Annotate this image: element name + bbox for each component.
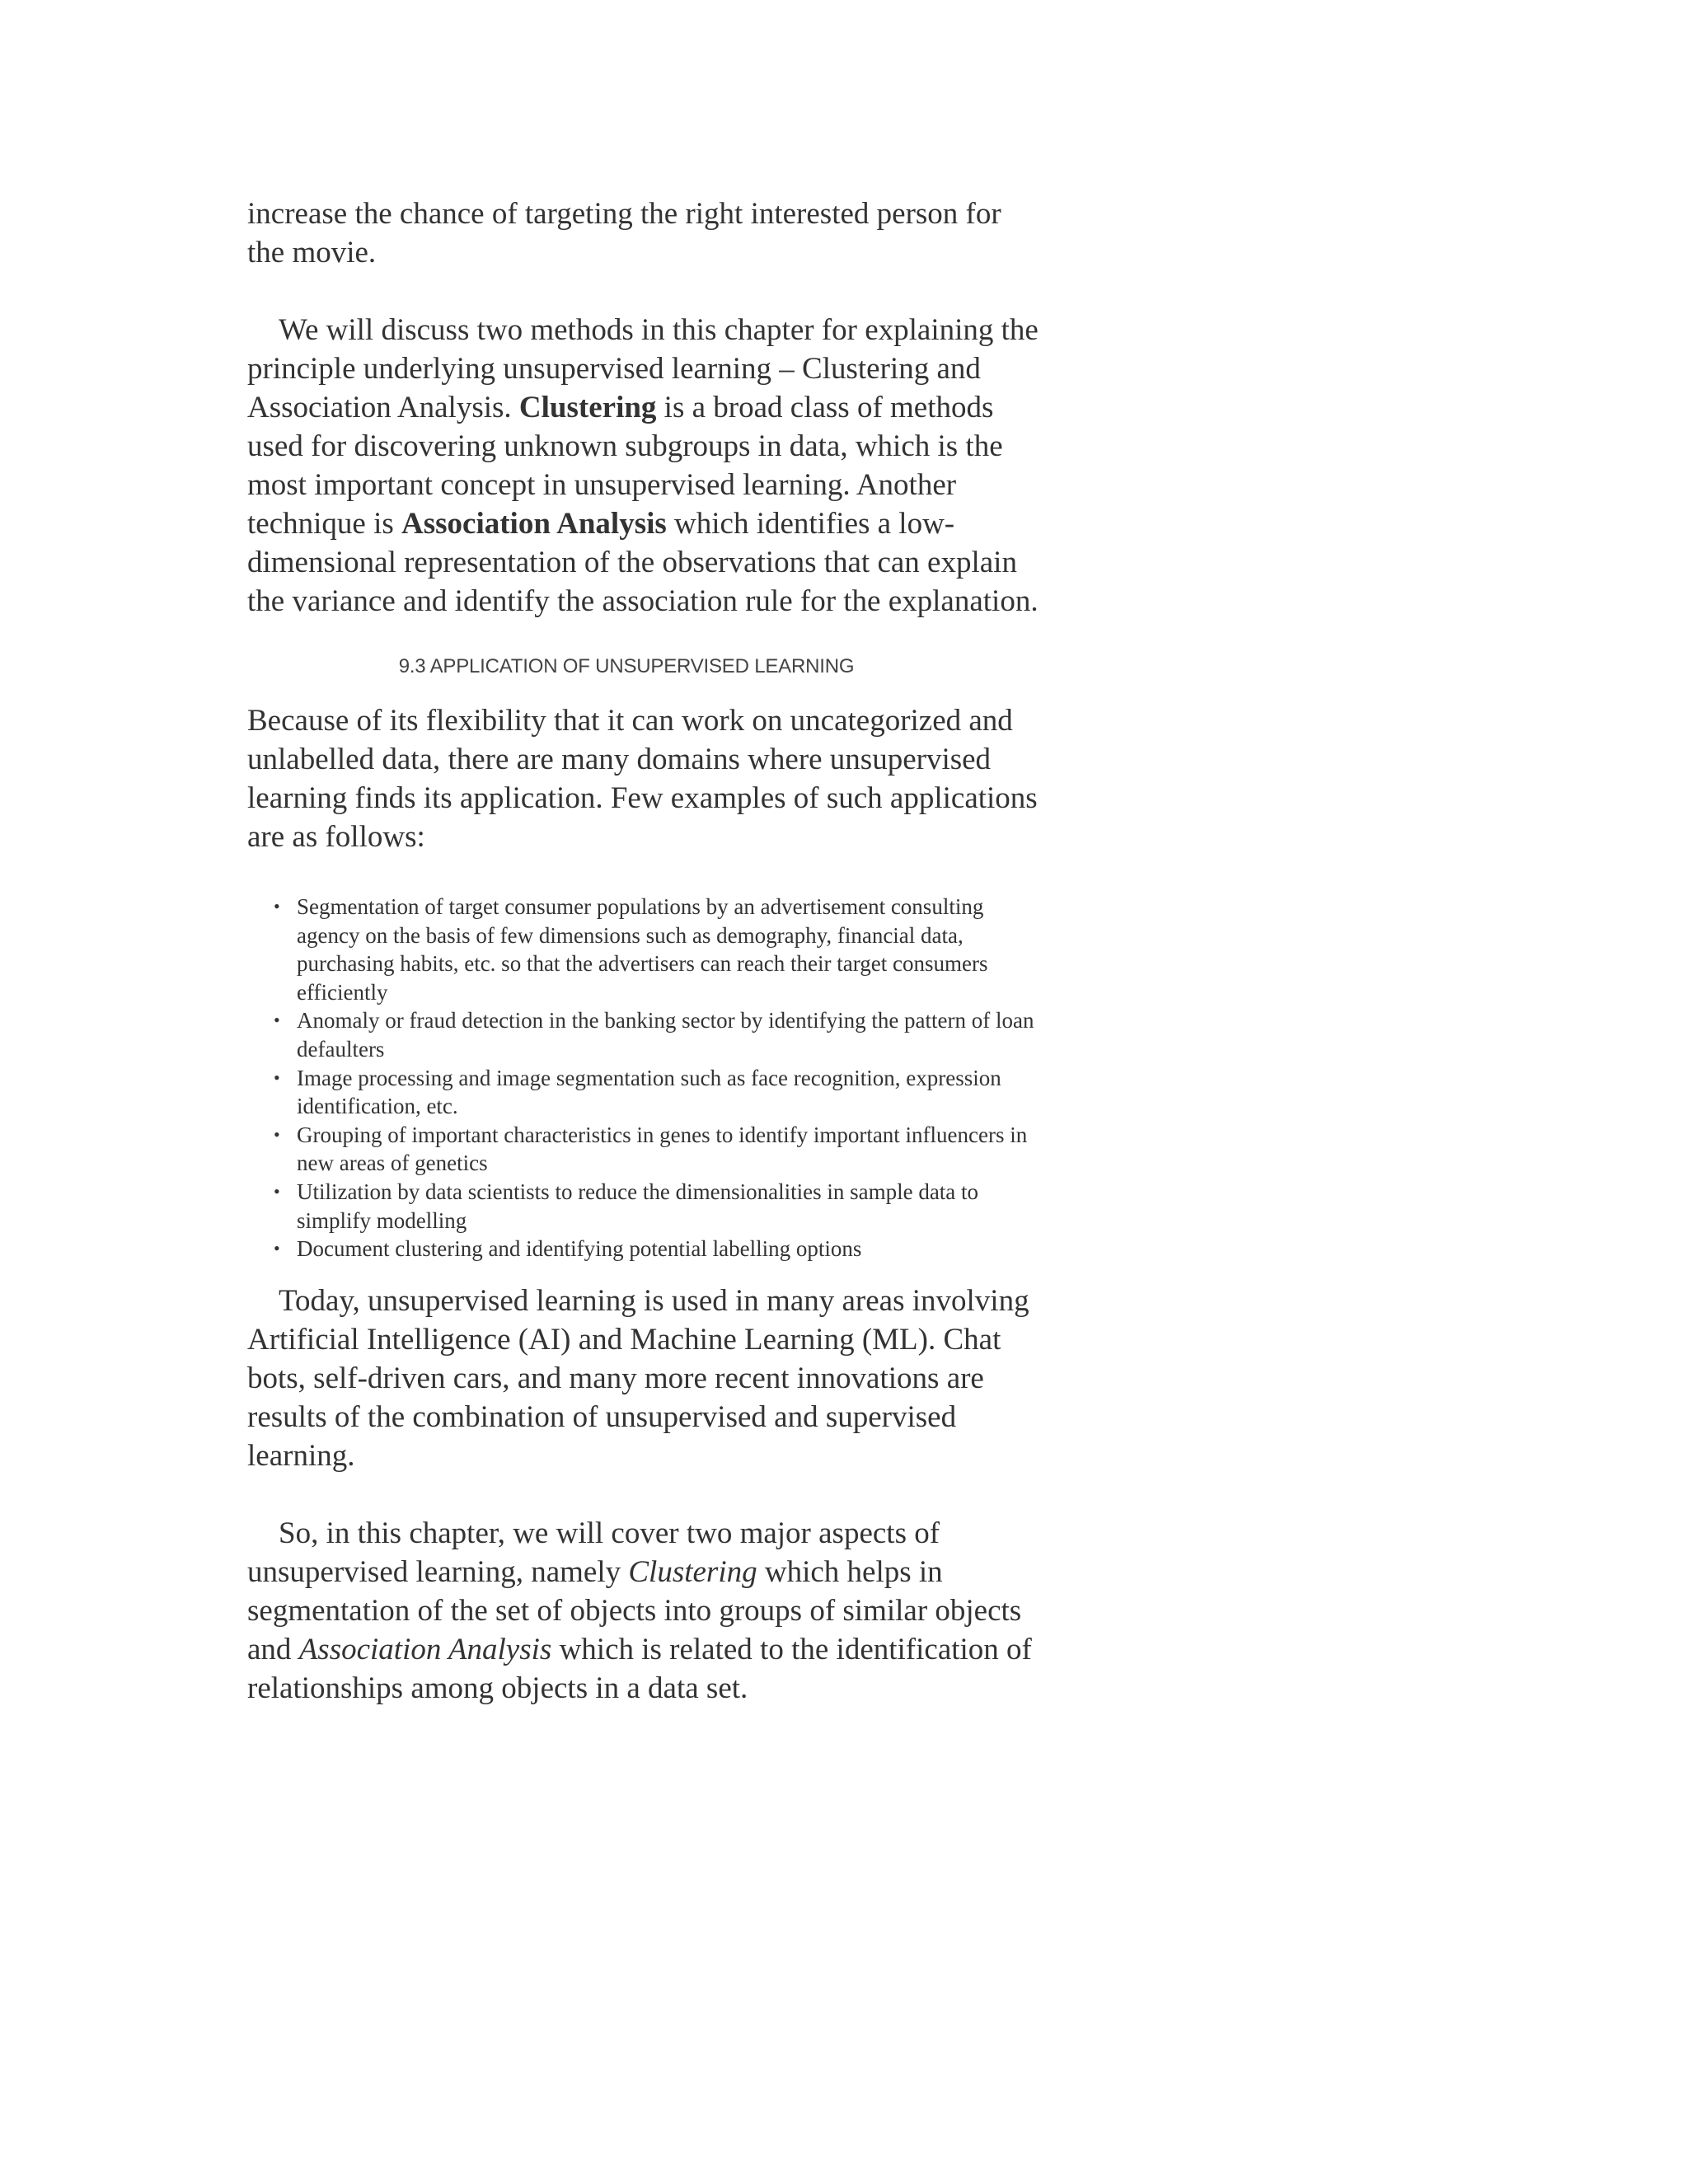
term-clustering: Clustering xyxy=(518,391,657,424)
bullet-icon: • xyxy=(274,1180,280,1202)
paragraph-continuation: increase the chance of targeting the right interested person for the movie. xyxy=(247,197,1001,269)
term-association-analysis-italic: Association Analysis xyxy=(298,1632,552,1666)
paragraph-aspects-text-e: which is related to the identification of relationships among objects in a data set. xyxy=(247,1632,1032,1705)
list-item xyxy=(274,1178,1039,1235)
list-item-text: Utilization by data scientists to reduce the dimensionalities in sample data to simplify modelling xyxy=(297,1179,979,1233)
paragraph-methods-text-c: is a broad class of methods used for discovering unknown subgroups in data, which is the most important concept in unsupervised learning. Another technique is xyxy=(247,391,1003,541)
list-item xyxy=(274,893,1039,1006)
section-heading: 9.3 APPLICATION OF UNSUPERVISED LEARNING xyxy=(398,655,855,677)
paragraph-methods-text-a: We will discuss two methods in this chapter for explaining the principle underlying unsupervised learning – Clustering and Association Analysis. xyxy=(247,313,1039,424)
applications-list xyxy=(247,893,1039,1263)
term-association-analysis: Association Analysis xyxy=(401,507,667,541)
list-item-text: Document clustering and identifying potential labelling options xyxy=(297,1236,862,1262)
page-content xyxy=(247,194,1039,1708)
bullet-icon: • xyxy=(274,1238,280,1259)
paragraph-flexibility: Because of its flexibility that it can work on uncategorized and unlabelled data, there are many domains where unsupervised learning finds its application. Few examples of such applications are as follows: xyxy=(247,704,1038,854)
list-item xyxy=(274,1006,1039,1063)
list-item-text: Anomaly or fraud detection in the banking sector by identifying the pattern of loan defaulters xyxy=(297,1008,1034,1062)
paragraph-methods xyxy=(247,311,1039,621)
paragraph-methods-text-e: which identifies a low-dimensional representation of the observations that can explain the variance and identify the association rule for the explanation. xyxy=(247,507,1039,618)
list-item-text: Image processing and image segmentation such as face recognition, expression identification, etc. xyxy=(297,1065,1001,1119)
paragraph-today: Today, unsupervised learning is used in many areas involving Artificial Intelligence (AI) and Machine Learning (ML). Chat bots, self-driven cars, and many more recent innovations are results of the combination of unsupervised and supervised learning. xyxy=(247,1283,1029,1473)
term-clustering-italic: Clustering xyxy=(628,1554,757,1589)
list-item-text: Grouping of important characteristics in genes to identify important influencers in new areas of genetics xyxy=(297,1122,1028,1176)
paragraph-aspects-text-a: So, in this chapter, we will cover two major aspects of unsupervised learning, namely xyxy=(247,1516,940,1589)
list-item xyxy=(274,1064,1039,1121)
paragraph-chapter-aspects xyxy=(247,1514,1039,1708)
paragraph-aspects-text-c: which helps in segmentation of the set of objects into groups of similar objects and xyxy=(247,1554,1022,1666)
bullet-icon: • xyxy=(274,896,280,916)
list-item xyxy=(274,1235,1039,1263)
bullet-icon: • xyxy=(274,1066,280,1088)
bullet-icon: • xyxy=(274,1123,280,1145)
bullet-icon: • xyxy=(274,1010,280,1031)
list-item-text: Segmentation of target consumer populations by an advertisement consulting agency on the basis of few dimensions such as demography, financial data, purchasing habits, etc. so that the advertisers can reach their target consumers efficiently xyxy=(297,894,988,1005)
list-item xyxy=(274,1121,1039,1178)
